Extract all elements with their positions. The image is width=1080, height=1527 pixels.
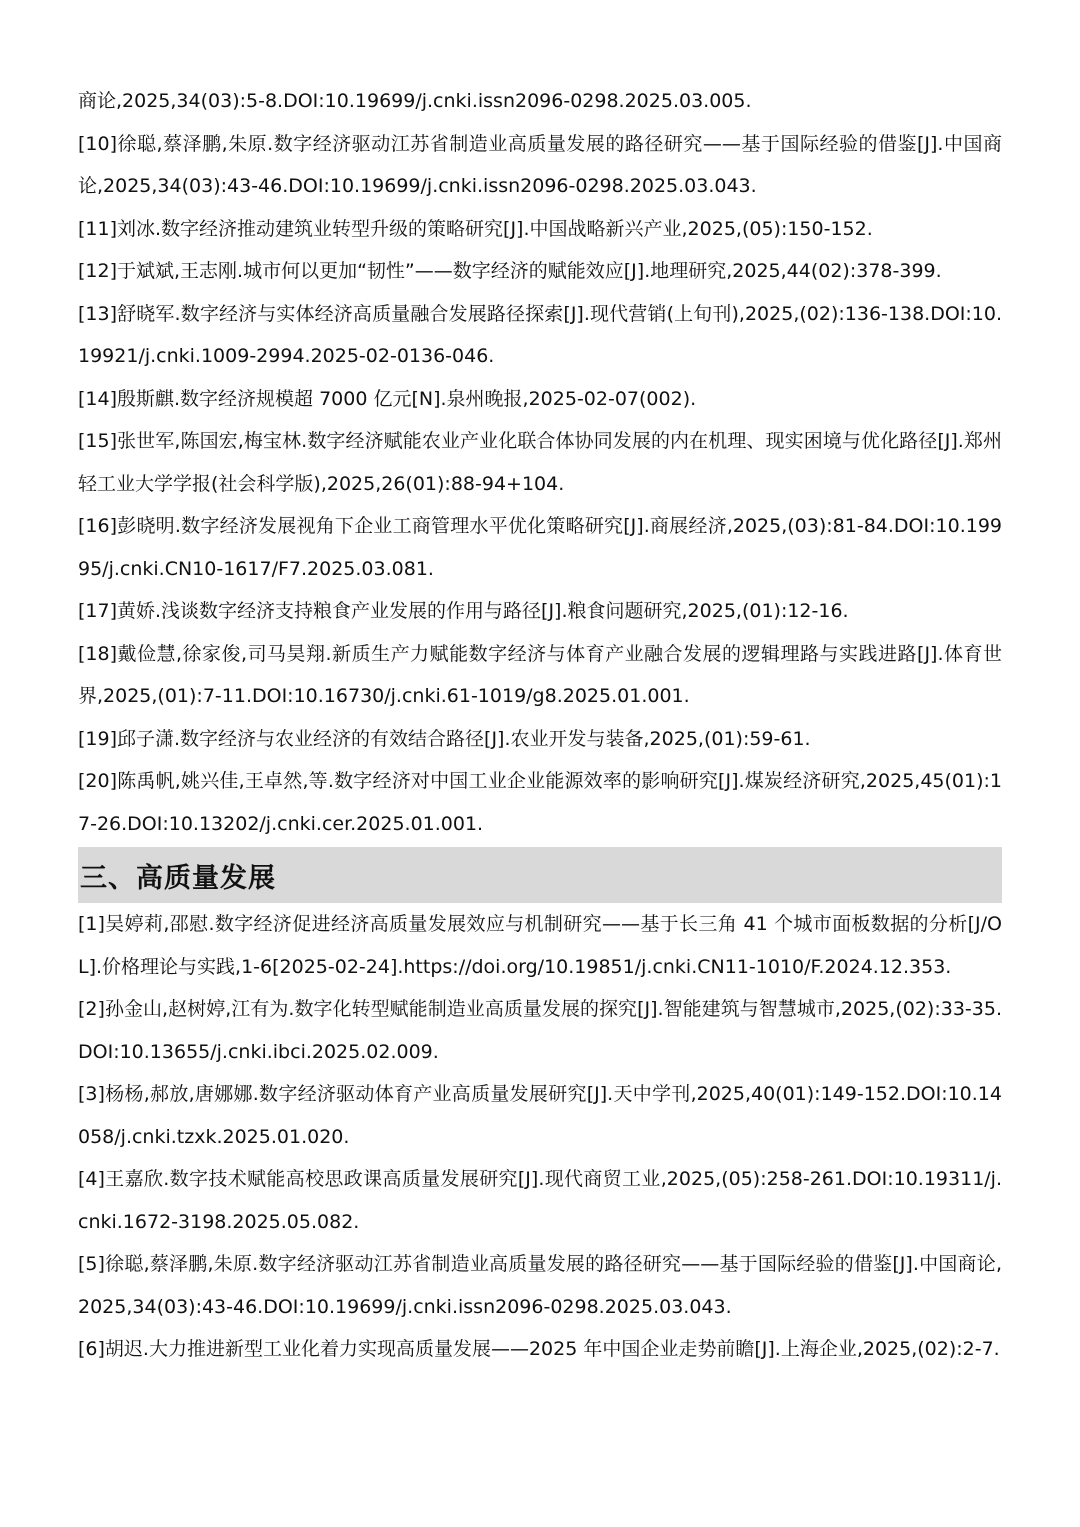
reference-entry-16: [16]彭晓明.数字经济发展视角下企业工商管理水平优化策略研究[J].商展经济,2025,(03):81-84.DOI:10.19995/j.cnki.CN10-1617/F7.2025.03.081. [78, 515, 1002, 580]
reference-list-high-quality-development [78, 903, 1002, 1371]
reference-entry-6: [6]胡迟.大力推进新型工业化着力实现高质量发展——2025 年中国企业走势前瞻[J].上海企业,2025,(02):2-7. [78, 1338, 1000, 1360]
reference-entry-2: [2]孙金山,赵树婷,江有为.数字化转型赋能制造业高质量发展的探究[J].智能建筑与智慧城市,2025,(02):33-35.DOI:10.13655/j.cnki.ibci.2025.02.009. [78, 998, 1002, 1063]
reference-entry-20: [20]陈禹帆,姚兴佳,王卓然,等.数字经济对中国工业企业能源效率的影响研究[J].煤炭经济研究,2025,45(01):17-26.DOI:10.13202/j.cnki.cer.2025.01.001. [78, 770, 1002, 835]
reference-entry-continued: 商论,2025,34(03):5-8.DOI:10.19699/j.cnki.issn2096-0298.2025.03.005. [78, 90, 752, 112]
reference-entry-3: [3]杨杨,郝放,唐娜娜.数字经济驱动体育产业高质量发展研究[J].天中学刊,2025,40(01):149-152.DOI:10.14058/j.cnki.tzxk.2025.01.020. [78, 1083, 1002, 1148]
reference-entry-4: [4]王嘉欣.数字技术赋能高校思政课高质量发展研究[J].现代商贸工业,2025,(05):258-261.DOI:10.19311/j.cnki.1672-3198.2025.05.082. [78, 1168, 1002, 1233]
reference-entry-1: [1]吴婷莉,邵慰.数字经济促进经济高质量发展效应与机制研究——基于长三角 41 个城市面板数据的分析[J/OL].价格理论与实践,1-6[2025-02-24].https://doi.org/10.19851/j.cnki.CN11-1010/F.2024.12.353. [78, 913, 1002, 978]
document-page [78, 80, 1002, 1371]
reference-entry-17: [17]黄娇.浅谈数字经济支持粮食产业发展的作用与路径[J].粮食问题研究,2025,(01):12-16. [78, 600, 849, 622]
reference-entry-15: [15]张世军,陈国宏,梅宝林.数字经济赋能农业产业化联合体协同发展的内在机理、现实困境与优化路径[J].郑州轻工业大学学报(社会科学版),2025,26(01):88-94+104. [78, 430, 1002, 495]
reference-entry-19: [19]邱子潇.数字经济与农业经济的有效结合路径[J].农业开发与装备,2025,(01):59-61. [78, 727, 811, 750]
reference-entry-12: [12]于斌斌,王志刚.城市何以更加“韧性”——数字经济的赋能效应[J].地理研究,2025,44(02):378-399. [78, 260, 942, 282]
section-heading-high-quality-development [78, 847, 1002, 903]
reference-list-digital-economy [78, 80, 1002, 845]
reference-entry-14: [14]殷斯麒.数字经济规模超 7000 亿元[N].泉州晚报,2025-02-07(002). [78, 387, 697, 410]
reference-entry-13: [13]舒晓军.数字经济与实体经济高质量融合发展路径探索[J].现代营销(上旬刊),2025,(02):136-138.DOI:10.19921/j.cnki.1009-2994.2025-02-0136-046. [78, 302, 1002, 367]
reference-entry-10: [10]徐聪,蔡泽鹏,朱原.数字经济驱动江苏省制造业高质量发展的路径研究——基于国际经验的借鉴[J].中国商论,2025,34(03):43-46.DOI:10.19699/j.cnki.issn2096-0298.2025.03.043. [78, 132, 1002, 197]
reference-entry-5: [5]徐聪,蔡泽鹏,朱原.数字经济驱动江苏省制造业高质量发展的路径研究——基于国际经验的借鉴[J].中国商论,2025,34(03):43-46.DOI:10.19699/j.cnki.issn2096-0298.2025.03.043. [78, 1253, 1002, 1318]
reference-entry-18: [18]戴俭慧,徐家俊,司马昊翔.新质生产力赋能数字经济与体育产业融合发展的逻辑理路与实践进路[J].体育世界,2025,(01):7-11.DOI:10.16730/j.cnki.61-1019/g8.2025.01.001. [78, 642, 1002, 707]
reference-entry-11: [11]刘冰.数字经济推动建筑业转型升级的策略研究[J].中国战略新兴产业,2025,(05):150-152. [78, 217, 873, 240]
section-title: 三、高质量发展 [80, 862, 276, 894]
